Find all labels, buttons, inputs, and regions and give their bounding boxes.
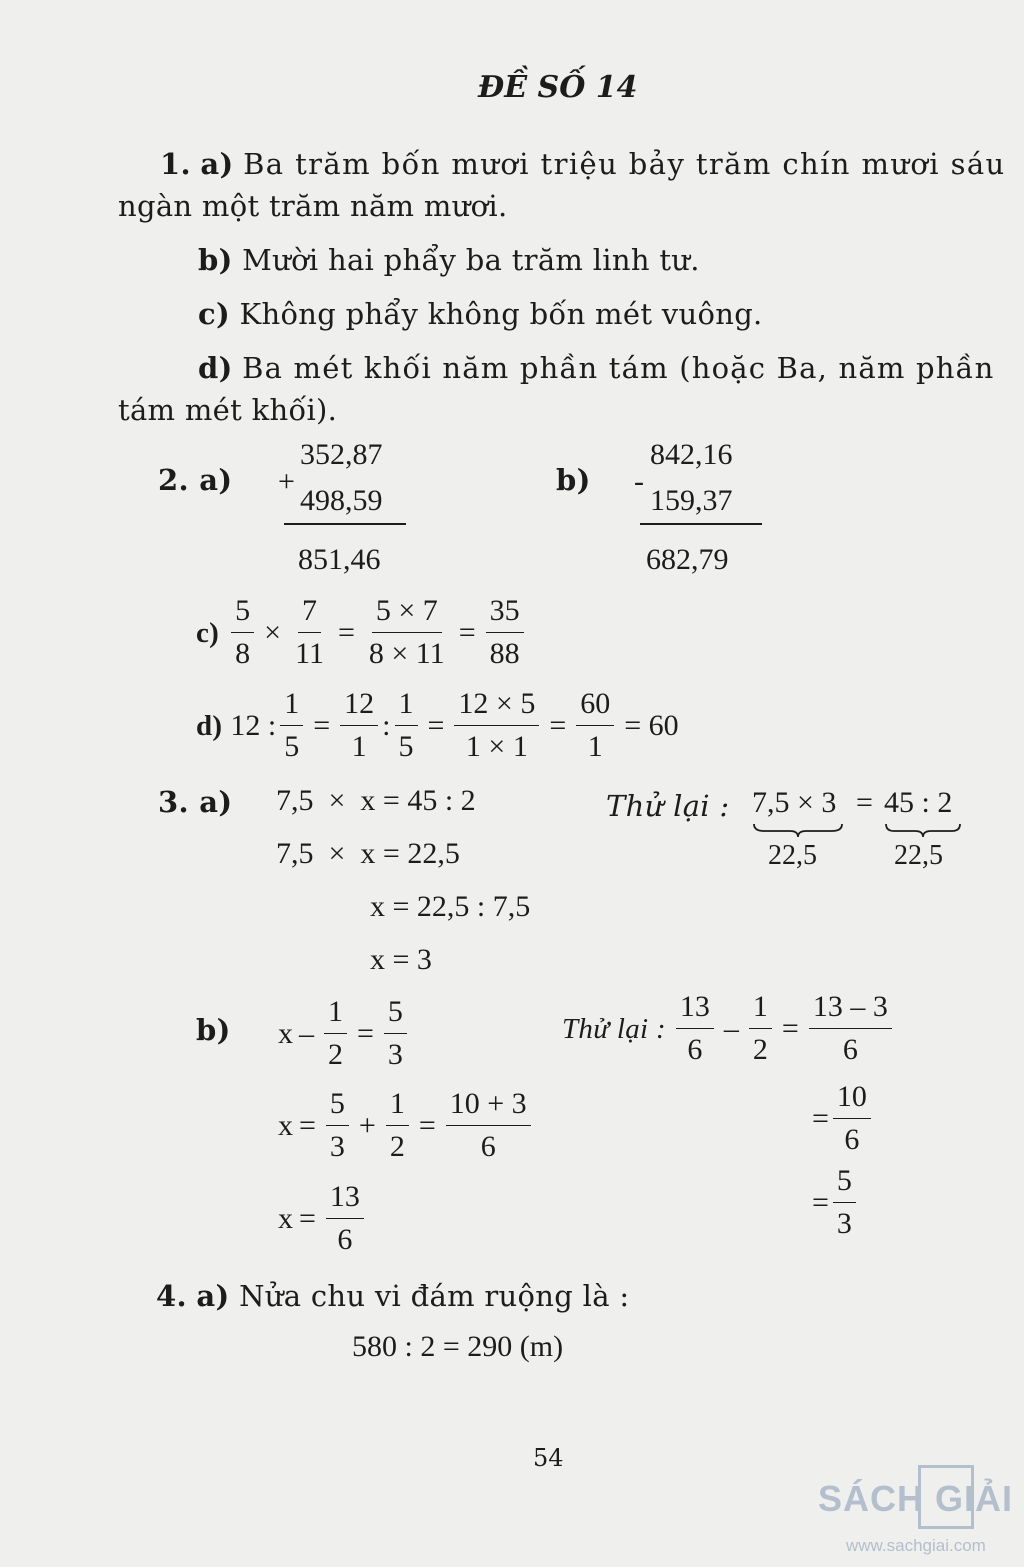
page-number: 54: [533, 1444, 564, 1472]
equals-sign: =: [418, 1108, 436, 1142]
q1-a-line2: ngàn một trăm năm mươi.: [118, 189, 508, 223]
q3-b-check-line1: [562, 988, 896, 1069]
fraction: $\frac{13}{6}$: [676, 988, 714, 1069]
q3-b-check-label: Thử lại :: [562, 1012, 666, 1045]
fraction: $\frac{12}{1}$: [340, 685, 378, 766]
q2-b-op: -: [634, 465, 644, 498]
watermark-url: www.sachgiai.com: [846, 1536, 986, 1555]
q1-b: [198, 240, 700, 280]
q4-a-calc: 580 : 2 = 290 (m): [352, 1330, 564, 1363]
q2-c-expression: [196, 592, 528, 673]
fraction: $\frac{5}{8}$: [231, 592, 254, 673]
fraction: $\frac{7}{11}$: [295, 594, 324, 670]
q1-a-text: Ba trăm bốn mươi triệu bảy trăm chín mươi sáu: [243, 147, 1006, 181]
fraction: $\frac{1}{2}$: [386, 1085, 409, 1166]
q2-b-rule: [640, 523, 762, 525]
fraction: $\frac{13 - 3}{6}$: [809, 988, 892, 1069]
q2-a-op: +: [278, 465, 295, 498]
fraction: $\frac{5}{3}$: [833, 1162, 856, 1243]
fraction: $\frac{5}{3}$: [384, 993, 407, 1074]
q1-a-label: a): [200, 147, 234, 181]
q3-a-line1: 7,5 × x = 45 : 2: [276, 784, 476, 817]
q3-a-check-right: 45 : 2: [884, 786, 953, 819]
q1-c: [198, 294, 763, 334]
q1-b-label: b): [198, 243, 233, 277]
q2-a-rule: [284, 523, 406, 525]
equals-sign: =: [812, 1101, 829, 1135]
equals-sign: =: [549, 708, 567, 742]
q4-number: 4.: [156, 1279, 187, 1313]
q3-number: 3.: [158, 785, 189, 819]
fraction: $\frac{10}{6}$: [833, 1078, 871, 1159]
q2-c-label: c): [196, 616, 220, 649]
equals-sign: =: [337, 615, 355, 649]
equals-sign: =: [427, 708, 445, 742]
equals-sign: =: [313, 708, 331, 742]
q2-b-bottom: 159,37: [650, 484, 733, 517]
q3-a-check-left: 7,5 × 3: [752, 786, 837, 819]
divide-sign: :: [382, 708, 391, 742]
q1-d-line2: tám mét khối).: [118, 393, 338, 427]
fraction: $\frac{1}{2}$: [749, 988, 772, 1069]
q4-a-label: a): [196, 1279, 230, 1313]
q2-d-tail: = 60: [624, 708, 679, 742]
fraction: $\frac{1}{5}$: [280, 685, 303, 766]
q4-a-text: Nửa chu vi đám ruộng là :: [239, 1279, 630, 1313]
q2-a-bottom: 498,59: [300, 484, 383, 517]
times-sign: ×: [264, 615, 282, 649]
fraction: $\frac{5}{3}$: [326, 1085, 349, 1166]
variable-x: x: [278, 1201, 293, 1235]
fraction: $\frac{5 \times 7}{8 \times 11}$: [368, 594, 445, 670]
equals-sign: =: [781, 1011, 799, 1045]
q2-b-top: 842,16: [650, 438, 733, 471]
minus-sign: –: [723, 1011, 739, 1045]
q3-a-sublabel: a): [199, 785, 233, 819]
equals-sign: =: [458, 615, 476, 649]
page-title: ĐỀ SỐ 14: [478, 70, 638, 105]
fraction: $\frac{1}{2}$: [324, 993, 347, 1074]
q2-b-result: 682,79: [646, 543, 729, 576]
variable-x: x: [278, 1016, 293, 1050]
q2-a-label: [158, 460, 232, 500]
q2-d-lead: 12 :: [230, 708, 277, 742]
q3-a-check-right-val: 22,5: [894, 840, 943, 871]
fraction: $\frac{13}{6}$: [326, 1178, 364, 1259]
q1-d-text: Ba mét khối năm phần tám (hoặc Ba, năm phần: [242, 351, 995, 385]
q2-a-result: 851,46: [298, 543, 381, 576]
fraction: $\frac{35}{88}$: [486, 592, 524, 673]
q2-d-expression: [196, 685, 679, 766]
fraction: $\frac{60}{1}$: [576, 685, 614, 766]
q3-a-check-label: Thử lại :: [606, 789, 730, 823]
equals-sign: =: [357, 1016, 374, 1050]
q3-a-line4: x = 3: [370, 943, 432, 976]
variable-x: x: [278, 1108, 293, 1142]
equals-sign: =: [812, 1185, 829, 1219]
plus-sign: +: [358, 1108, 376, 1142]
minus-sign: –: [299, 1016, 314, 1050]
q3-a-label: [158, 782, 232, 822]
fraction: $\frac{1}{5}$: [395, 685, 418, 766]
q3-b-line2: [278, 1085, 535, 1166]
q1-number: 1.: [160, 147, 191, 181]
q3-a-check-left-val: 22,5: [768, 840, 817, 871]
underbrace-left: [752, 822, 844, 838]
underbrace-right: [884, 822, 962, 838]
q2-b-label: b): [556, 463, 591, 497]
q1-c-label: c): [198, 297, 230, 331]
watermark-brand: SÁCH GIẢI: [818, 1478, 1014, 1519]
q2-number: 2.: [158, 463, 189, 497]
q3-b-check-line2: [812, 1078, 875, 1159]
q3-b-check-line3: [812, 1162, 860, 1243]
q3-a-check-eq: =: [856, 786, 873, 819]
q1-d-label: d): [198, 351, 233, 385]
q3-b-label: b): [196, 1013, 231, 1047]
q4-a: [156, 1276, 629, 1316]
fraction: $\frac{10 + 3}{6}$: [446, 1085, 531, 1166]
q3-b-line1: [278, 993, 411, 1074]
q3-b-line3: [278, 1178, 368, 1259]
q2-a-top: 352,87: [300, 438, 383, 471]
equals-sign: =: [299, 1108, 316, 1142]
q3-a-line3: x = 22,5 : 7,5: [370, 890, 531, 923]
q1-b-text: Mười hai phẩy ba trăm linh tư.: [242, 243, 700, 277]
q2-d-label: d): [196, 709, 223, 742]
q1-d-line1: [198, 348, 994, 388]
fraction: $\frac{12 \times 5}{1 \times 1}$: [454, 685, 539, 766]
q1-c-text: Không phẩy không bốn mét vuông.: [239, 297, 763, 331]
q1-a-line1: [160, 144, 1006, 184]
q2-a-sublabel: a): [199, 463, 233, 497]
q3-a-line2: 7,5 × x = 22,5: [276, 837, 460, 870]
equals-sign: =: [299, 1201, 316, 1235]
